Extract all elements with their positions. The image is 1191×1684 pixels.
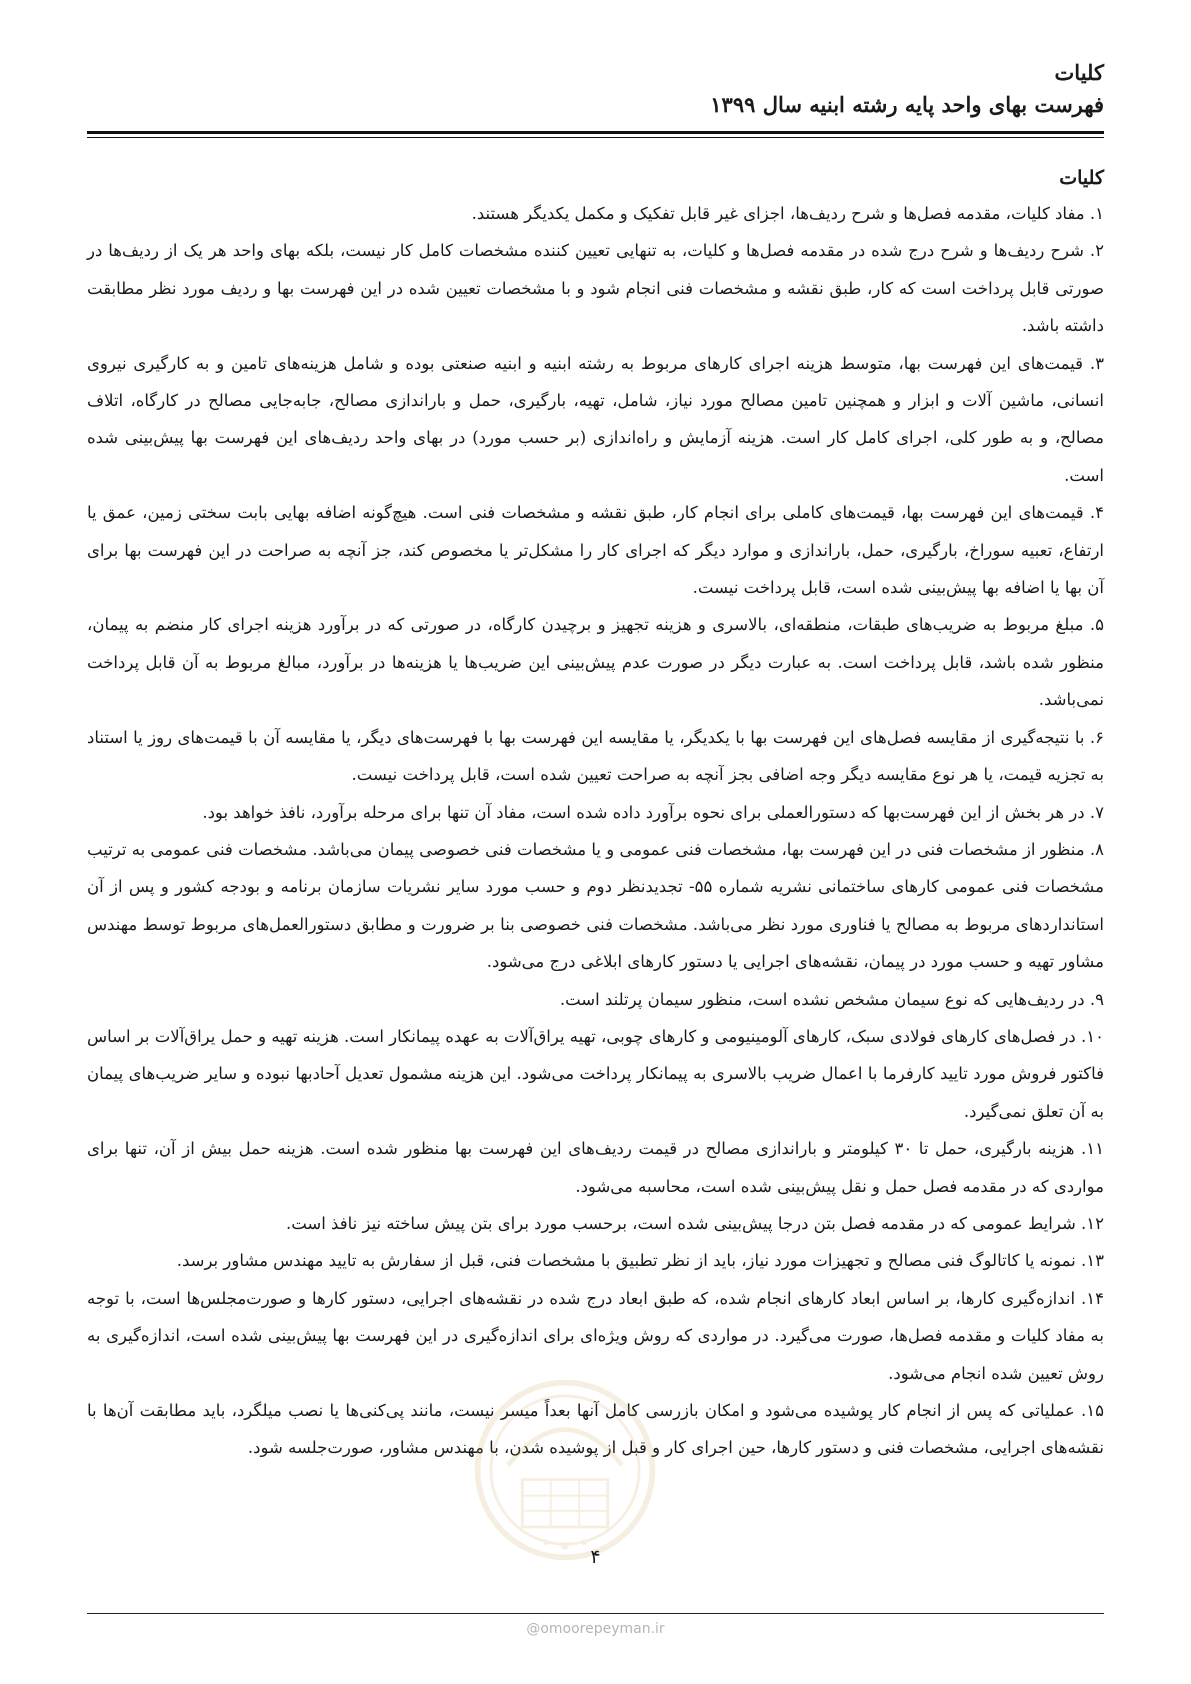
page-number: ۴ <box>590 1546 601 1568</box>
header-title: کلیات <box>1054 60 1104 85</box>
clause-8: ۸. منظور از مشخصات فنی در این فهرست بها، مشخصات فنی عمومی و یا مشخصات فنی خصوصی پیمان می‌باشد. مشخصات فنی عمومی به ترتیب مشخصات فنی عمومی کارهای ساختمانی نشریه شماره ۵۵- تجدیدنظر دوم و حسب مورد سایر نشریات سازمان برنامه و بودجه کشور و پس از آن استانداردهای مربوط به مصالح یا فناوری مورد نظر می‌باشد. مشخصات فنی خصوصی بنا بر ضرورت و مطابق دستورالعمل‌های مربوط توسط مهندس مشاور تهیه و حسب مورد در پیمان، نقشه‌های اجرایی یا دستور کارهای ابلاغی درج می‌شود. <box>87 839 1104 972</box>
clause-13: ۱۳. نمونه یا کاتالوگ فنی مصالح و تجهیزات مورد نیاز، باید از نظر تطبیق با مشخصات فنی، قبل از سفارش به تایید مهندس مشاور برسد. <box>176 1251 1104 1271</box>
header-rule-thin <box>87 137 1104 138</box>
clause-12: ۱۲. شرایط عمومی که در مقدمه فصل بتن درجا پیش‌بینی شده است، برحسب مورد برای بتن پیش ساخته نیز نافذ است. <box>285 1213 1104 1233</box>
footer-rule <box>87 1613 1104 1614</box>
clause-10: ۱۰. در فصل‌های کارهای فولادی سبک، کارهای آلومینیومی و کارهای چوبی، تهیه یراق‌آلات به عهده پیمانکار است. هزینه تهیه و حمل یراق‌آلات بر اساس فاکتور فروش مورد تایید کارفرما با اعمال ضریب بالاسری به پیمانکار پرداخت می‌شود. این هزینه مشمول تعدیل آحادبها نبوده و سایر ضریب‌های پیمان به آن تعلق نمی‌گیرد. <box>87 1026 1104 1121</box>
clause-1: ۱. مفاد کلیات، مقدمه فصل‌ها و شرح ردیف‌ها، اجزای غیر قابل تفکیک و مکمل یکدیگر هستند. <box>471 204 1104 223</box>
document-body <box>87 163 1104 1467</box>
header-rule-thick <box>87 131 1104 134</box>
clause-5: ۵. مبلغ مربوط به ضریب‌های طبقات، منطقه‌ای، بالاسری و هزینه تجهیز و برچیدن کارگاه، در صورتی که در برآورد هزینه اجرای کار منضم به پیمان، منظور شده باشد، قابل پرداخت است. به عبارت دیگر در صورت عدم پیش‌بینی این ضریب‌ها یا هزینه‌ها در برآورد، مبالغ مربوط به آن قابل پرداخت نمی‌باشد. <box>87 615 1104 710</box>
clause-4: ۴. قیمت‌های این فهرست بها، قیمت‌های کاملی برای انجام کار، طبق نقشه و مشخصات فنی است. هیچ‌گونه اضافه بهایی بابت سختی زمین، عمق یا ارتفاع، تعبیه سوراخ، بارگیری، حمل، باراندازی و موارد دیگر که اجرای کار را مشکل‌تر یا مخصوص کند، جز آنچه به صراحت در این فهرست بها برای آن بها یا اضافه بها پیش‌بینی شده است، قابل پرداخت نیست. <box>87 503 1104 598</box>
clause-2: ۲. شرح ردیف‌ها و شرح درج شده در مقدمه فصل‌ها و کلیات، به تنهایی تعیین کننده مشخصات کامل کار نیست، بلکه بهای واحد هر یک از ردیف‌ها در صورتی قابل پرداخت است که کار، طبق نقشه و مشخصات فنی انجام شود و با مشخصات تعیین شده در این فهرست بها و ردیف مورد نظر مطابقت داشته باشد. <box>87 241 1104 336</box>
clause-9: ۹. در ردیف‌هایی که نوع سیمان مشخص نشده است، منظور سیمان پرتلند است. <box>559 989 1104 1009</box>
header-subtitle: فهرست بهای واحد پایه رشته ابنیه سال ۱۳۹۹ <box>710 92 1104 117</box>
footer-watermark-site: @omoorepeyman.ir <box>526 1621 665 1637</box>
section-title: کلیات <box>1059 167 1104 189</box>
clause-11: ۱۱. هزینه بارگیری، حمل تا ۳۰ کیلومتر و باراندازی مصالح در قیمت ردیف‌های این فهرست بها منظور شده است. هزینه حمل بیش از آن، تنها برای مواردی که در مقدمه فصل حمل و نقل پیش‌بینی شده است، محاسبه می‌شود. <box>87 1139 1105 1196</box>
clause-7: ۷. در هر بخش از این فهرست‌بها که دستورالعملی برای نحوه برآورد داده شده است، مفاد آن تنها برای مرحله برآورد، نافذ خواهد بود. <box>202 802 1104 822</box>
clause-14: ۱۴. اندازه‌گیری کارها، بر اساس ابعاد کارهای انجام شده، که طبق ابعاد درج شده در نقشه‌های اجرایی، دستور کارها و صورت‌مجلس‌ها است، با توجه به مفاد کلیات و مقدمه فصل‌ها، صورت می‌گیرد. در مواردی که روش ویژه‌ای برای اندازه‌گیری در این فهرست بها پیش‌بینی شده است، اندازه‌گیری به روش تعیین شده انجام می‌شود. <box>87 1288 1104 1383</box>
seal-logo-icon <box>470 1375 660 1565</box>
page-header <box>87 58 1104 120</box>
clause-6: ۶. با نتیجه‌گیری از مقایسه فصل‌های این فهرست بها با یکدیگر، یا مقایسه این فهرست بها با فهرست‌های دیگر، یا مقایسه آن با قیمت‌های روز یا استناد به تجزیه قیمت، یا هر نوع مقایسه دیگر وجه اضافی بجز آنچه به صراحت تعیین شده است، قابل پرداخت نیست. <box>87 727 1104 785</box>
clause-3: ۳. قیمت‌های این فهرست بها، متوسط هزینه اجرای کارهای مربوط به رشته ابنیه و ابنیه صنعتی بوده و شامل هزینه‌های تامین و به کارگیری نیروی انسانی، ماشین آلات و ابزار و همچنین تامین مصالح مورد نیاز، شامل، تهیه، بارگیری، حمل و باراندازی مصالح، جابه‌جایی مصالح در کارگاه، اتلاف مصالح، و به طور کلی، اجرای کامل کار است. هزینه آزمایش و راه‌اندازی (بر حسب مورد) در بهای واحد ردیف‌های این فهرست بها پیش‌بینی شده است. <box>87 353 1104 485</box>
clause-15: ۱۵. عملیاتی که پس از انجام کار پوشیده می‌شود و امکان بازرسی کامل آنها بعداً میسر نیست، مانند پی‌کنی‌ها یا نصب میلگرد، باید مطابقت آن‌ها با نقشه‌های اجرایی، مشخصات فنی و دستور کارها، حین اجرای کار و قبل از پوشیده شدن، با مهندس مشاور، صورت‌جلسه شود. <box>87 1401 1104 1458</box>
